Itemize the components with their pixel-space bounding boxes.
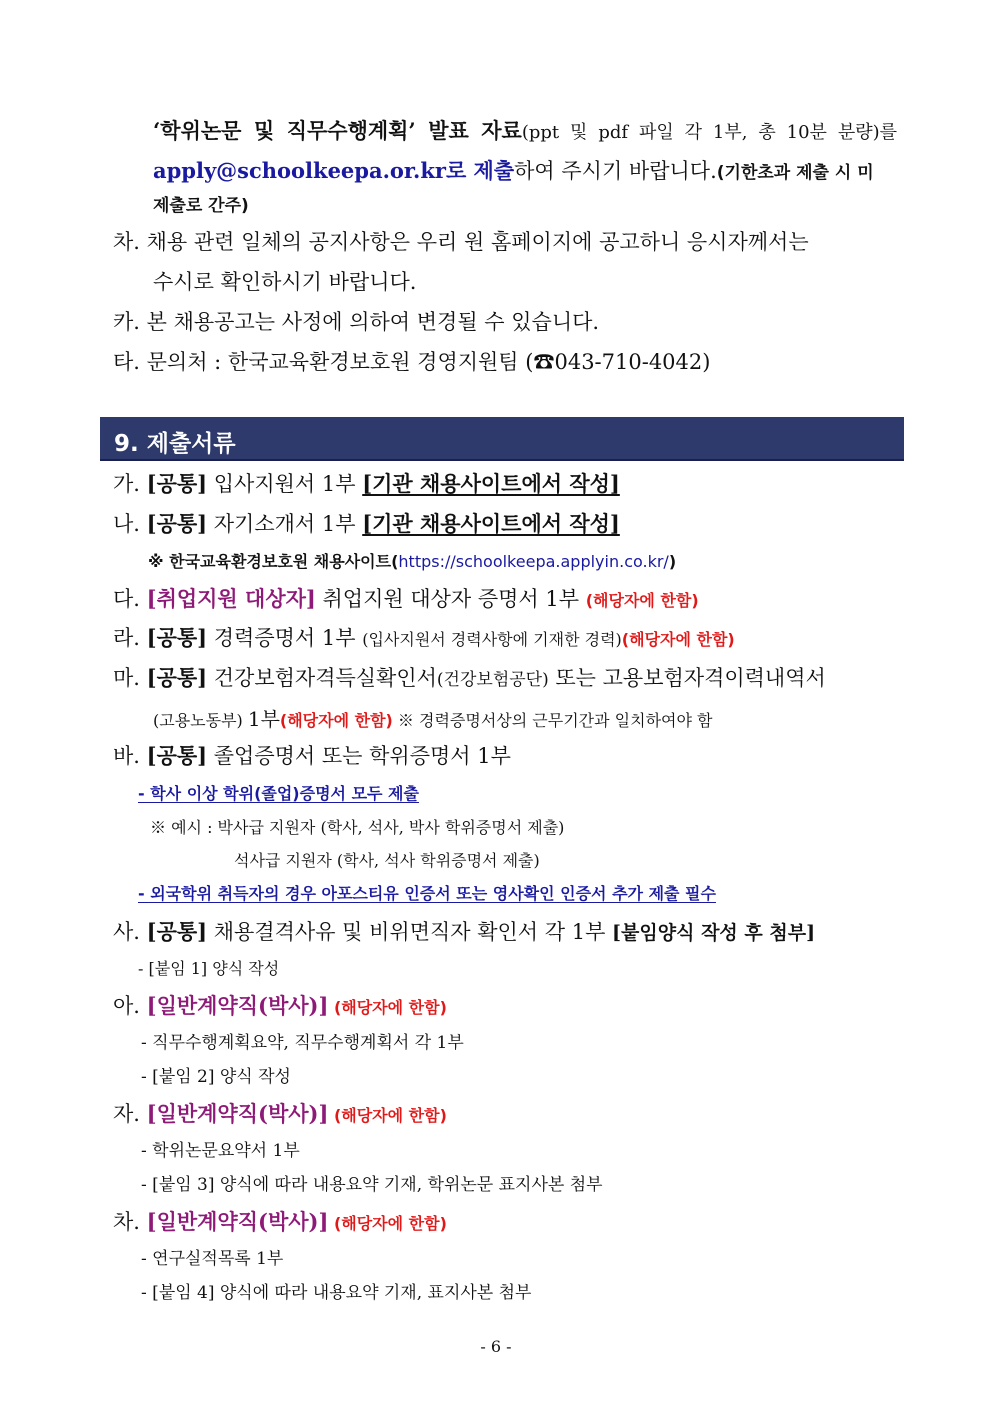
item-prefix: 마. bbox=[113, 666, 147, 690]
section-title: 9. 제출서류 bbox=[114, 431, 236, 457]
item-note: (해당자에 한함) bbox=[279, 711, 393, 730]
doc-item-ba-sub-2: - 외국학위 취득자의 경우 아포스티유 인증서 또는 영사확인 인증서 추가 제출 필수 bbox=[138, 884, 716, 903]
item-prefix: 바. bbox=[113, 744, 147, 768]
deadline-note: (기한초과 제출 시 미 bbox=[716, 163, 874, 183]
intro-line-1 bbox=[153, 120, 897, 142]
item-note: [기관 채용사이트에서 작성] bbox=[362, 471, 620, 496]
doc-item-ba bbox=[113, 745, 511, 767]
item-note: (해당자에 한함) bbox=[328, 1106, 447, 1125]
section-header-bar bbox=[100, 417, 904, 461]
doc-item-cha bbox=[113, 1211, 447, 1233]
item-text: 채용결격사유 및 비위면직자 확인서 각 1부 bbox=[207, 920, 613, 944]
item-note: (해당자에 한함) bbox=[621, 630, 735, 649]
page-number: - 6 - bbox=[480, 1337, 512, 1356]
site-label: ※ 한국교육환경보호원 채용사이트( bbox=[148, 552, 399, 571]
doc-item-sa bbox=[113, 921, 815, 943]
doc-item-ra bbox=[113, 627, 735, 649]
submission-email: apply@schoolkeepa.or.kr로 제출 bbox=[153, 158, 515, 183]
doc-item-da bbox=[113, 588, 699, 610]
item-note: [붙임양식 작성 후 첨부] bbox=[612, 922, 816, 944]
doc-item-ja bbox=[113, 1103, 447, 1125]
intro-line-3: 제출로 간주) bbox=[153, 196, 249, 216]
item-prefix: 라. bbox=[113, 626, 147, 650]
doc-item-a-sub-2: - [붙임 2] 양식 작성 bbox=[141, 1067, 291, 1087]
item-text: 졸업증명서 또는 학위증명서 1부 bbox=[207, 744, 511, 768]
item-cha-line-1: 차. 채용 관련 일체의 공지사항은 우리 원 홈페이지에 공고하니 응시자께서는 bbox=[113, 230, 809, 254]
doc-item-sa-sub-1: - [붙임 1] 양식 작성 bbox=[138, 959, 280, 978]
doc-item-a bbox=[113, 995, 447, 1017]
item-note: (해당자에 한함) bbox=[328, 998, 447, 1017]
item-cha-line-2: 수시로 확인하시기 바랍니다. bbox=[153, 270, 417, 294]
intro-line-2 bbox=[153, 160, 874, 182]
item-text-2: 또는 고용보험자격이력내역서 bbox=[548, 666, 826, 690]
item-small: (입사지원서 경력사항에 기재한 경력) bbox=[362, 630, 622, 649]
item-text: 자기소개서 1부 bbox=[207, 512, 363, 536]
item-prefix: 자. bbox=[113, 1102, 147, 1126]
item-tag: [일반계약직(박사)] bbox=[146, 1209, 329, 1234]
presentation-material-detail: (ppt 및 pdf 파일 각 1부, 총 10분 분량)를 bbox=[521, 122, 898, 143]
item-prefix: 가. bbox=[113, 472, 147, 496]
item-tag: [공통] bbox=[146, 743, 208, 768]
item-tag: [취업지원 대상자] bbox=[146, 586, 316, 611]
item-small: (고용노동부) bbox=[153, 711, 248, 730]
doc-item-cha-sub-2: - [붙임 4] 양식에 따라 내용요약 기재, 표지사본 첨부 bbox=[141, 1283, 532, 1303]
item-text: 취업지원 대상자 증명서 1부 bbox=[315, 587, 586, 611]
doc-item-cha-sub-1: - 연구실적목록 1부 bbox=[141, 1249, 284, 1269]
item-ta: 타. 문의처 : 한국교육환경보호원 경영지원팀 (☎043-710-4042) bbox=[113, 350, 711, 374]
item-tag: [공통] bbox=[146, 665, 208, 690]
item-rest: ※ 경력증명서상의 근무기간과 일치하여야 함 bbox=[392, 711, 713, 730]
item-prefix: 다. bbox=[113, 587, 147, 611]
item-prefix: 아. bbox=[113, 994, 147, 1018]
item-tag: [공통] bbox=[146, 625, 208, 650]
item-note: [기관 채용사이트에서 작성] bbox=[362, 511, 620, 536]
doc-item-ba-example-2: 석사급 지원자 (학사, 석사 학위증명서 제출) bbox=[234, 851, 540, 870]
item-text: 경력증명서 1부 bbox=[207, 626, 363, 650]
item-prefix: 사. bbox=[113, 920, 147, 944]
item-tag: [공통] bbox=[146, 511, 208, 536]
item-tag: [일반계약직(박사)] bbox=[146, 993, 329, 1018]
presentation-material-title: ‘학위논문 및 직무수행계획’ 발표 자료 bbox=[153, 118, 522, 143]
doc-item-na bbox=[113, 513, 620, 535]
item-prefix: 차. bbox=[113, 1210, 147, 1234]
doc-item-ga bbox=[113, 473, 620, 495]
site-url[interactable]: https://schoolkeepa.applyin.co.kr/ bbox=[398, 552, 669, 571]
doc-item-ja-sub-1: - 학위논문요약서 1부 bbox=[141, 1141, 300, 1161]
item-text: 건강보험자격득실확인서 bbox=[207, 666, 437, 690]
doc-item-ba-example-1: ※ 예시 : 박사급 지원자 (학사, 석사, 박사 학위증명서 제출) bbox=[150, 818, 565, 837]
item-small: (건강보험공단) bbox=[436, 670, 549, 690]
item-tag: [공통] bbox=[146, 471, 208, 496]
doc-item-ma-line-2 bbox=[153, 709, 712, 729]
item-prefix: 나. bbox=[113, 512, 147, 536]
doc-item-ma bbox=[113, 667, 826, 689]
item-text: 1부 bbox=[247, 707, 280, 731]
item-tag: [일반계약직(박사)] bbox=[146, 1101, 329, 1126]
item-note: (해당자에 한함) bbox=[328, 1214, 447, 1233]
intro-line-2-text: 하여 주시기 바랍니다. bbox=[514, 159, 717, 183]
doc-item-a-sub-1: - 직무수행계획요약, 직무수행계획서 각 1부 bbox=[141, 1033, 464, 1053]
item-text: 입사지원서 1부 bbox=[207, 472, 363, 496]
site-close: ) bbox=[668, 552, 677, 571]
item-note: (해당자에 한함) bbox=[585, 591, 699, 610]
recruit-site-note bbox=[148, 554, 676, 570]
doc-item-ja-sub-2: - [붙임 3] 양식에 따라 내용요약 기재, 학위논문 표지사본 첨부 bbox=[141, 1175, 603, 1195]
item-tag: [공통] bbox=[146, 919, 208, 944]
doc-item-ba-sub-1: - 학사 이상 학위(졸업)증명서 모두 제출 bbox=[138, 784, 419, 803]
item-ka: 카. 본 채용공고는 사정에 의하여 변경될 수 있습니다. bbox=[113, 310, 600, 334]
